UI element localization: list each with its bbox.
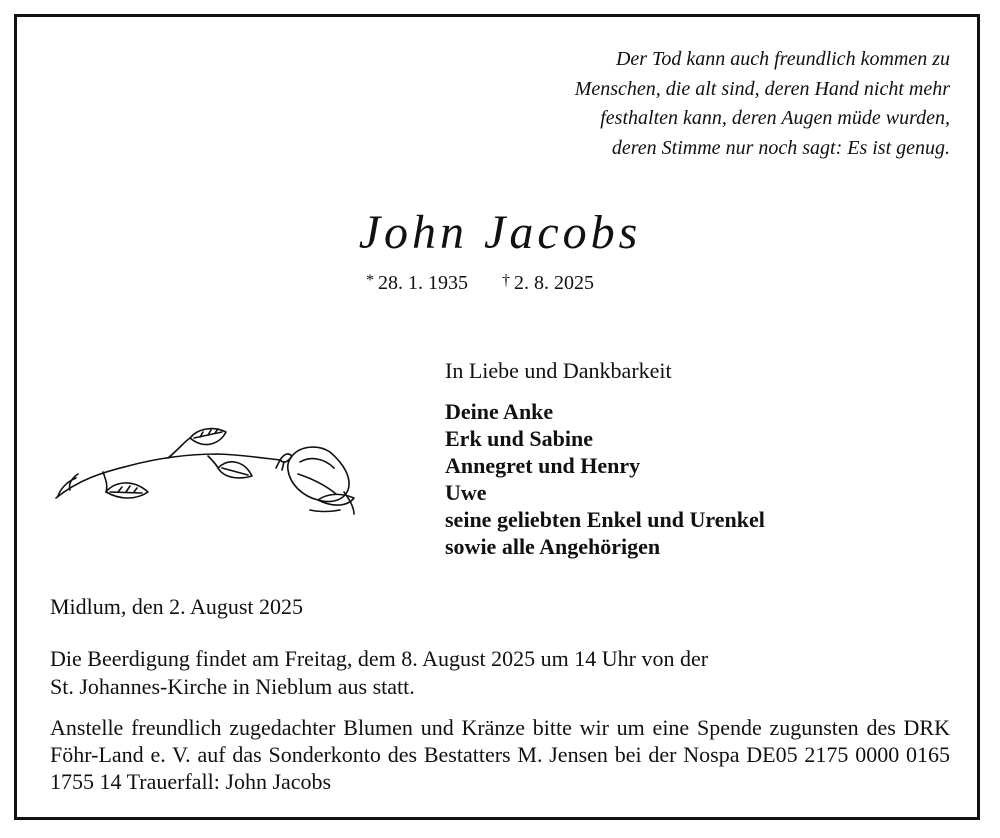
thanks-line: In Liebe und Dankbarkeit: [445, 358, 672, 383]
donation-info: Anstelle freundlich zugedachter Blumen und Kränze bitte wir um eine Spende zugunsten des DRK Föhr-Land e. V. auf das Sonderkonto des Bestatters M. Jensen bei der Nospa DE05 2175 0000 0165 1755 14 Trauerfall: John Jacobs: [50, 715, 950, 794]
poem-line: Menschen, die alt sind, deren Hand nicht mehr: [574, 77, 950, 100]
funeral-line: St. Johannes-Kirche in Nieblum aus statt.: [50, 674, 415, 699]
poem-line: Der Tod kann auch freundlich kommen zu: [615, 48, 950, 70]
poem-line: deren Stimme nur noch sagt: Es ist genug.: [611, 136, 950, 159]
mourners-list: [445, 398, 765, 560]
mourner-item: Deine Anke: [445, 399, 554, 424]
mourner-item: Annegret und Henry: [445, 453, 641, 478]
mourner-item: Uwe: [445, 480, 487, 505]
death-symbol: †: [502, 272, 510, 289]
death-date: 2. 8. 2025: [514, 272, 594, 294]
place-date: Midlum, den 2. August 2025: [50, 594, 304, 619]
life-dates: [366, 272, 594, 295]
rose-branch-illustration: [48, 420, 368, 530]
deceased-name: John Jacobs: [358, 206, 642, 259]
poem-line: festhalten kann, deren Augen müde wurden,: [600, 107, 950, 129]
birth-date: 28. 1. 1935: [378, 272, 468, 294]
mourner-item: sowie alle Angehörigen: [445, 534, 661, 559]
funeral-line: Die Beerdigung findet am Freitag, dem 8. August 2025 um 14 Uhr von der: [50, 646, 709, 671]
mourner-item: seine geliebten Enkel und Urenkel: [445, 507, 765, 532]
poem: [350, 45, 950, 163]
mourner-item: Erk und Sabine: [445, 426, 593, 451]
funeral-info: [50, 645, 950, 701]
birth-symbol: *: [366, 272, 374, 289]
